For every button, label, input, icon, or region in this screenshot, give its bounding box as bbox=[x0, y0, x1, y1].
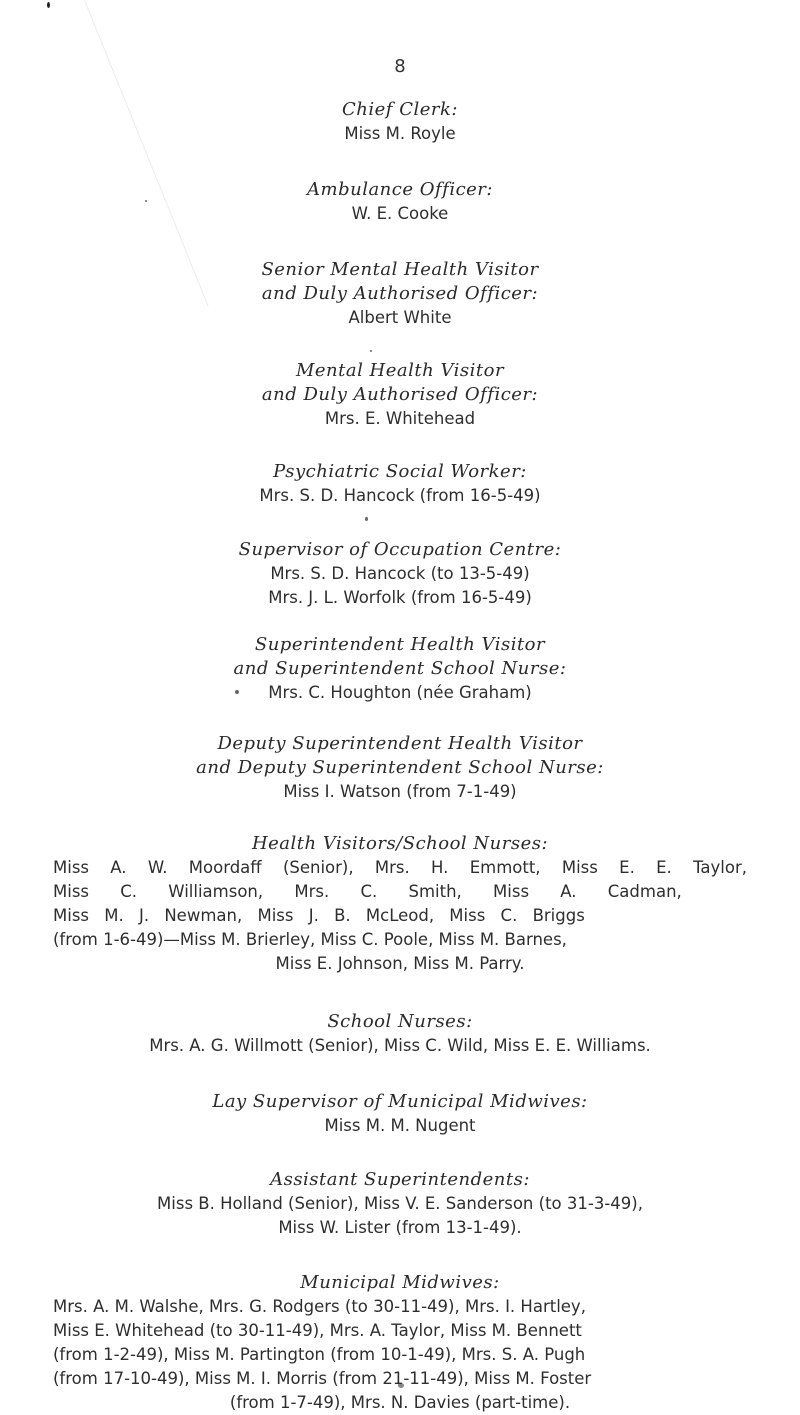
section-heading: Psychiatric Social Worker: bbox=[273, 461, 527, 482]
section-supervisor-occupation-centre bbox=[55, 538, 745, 610]
section-municipal-midwives bbox=[53, 1271, 747, 1415]
staff-name: Mrs. S. D. Hancock (to 13-5-49) bbox=[270, 564, 530, 583]
paragraph-line: Miss M. J. Newman, Miss J. B. McLeod, Miss C. Briggs bbox=[53, 906, 585, 925]
section-heading: School Nurses: bbox=[327, 1011, 473, 1032]
section-heading-line-2: and Superintendent School Nurse: bbox=[233, 658, 567, 679]
scan-speck bbox=[370, 350, 372, 352]
staff-name: Mrs. E. Whitehead bbox=[324, 409, 476, 428]
paragraph-line: Miss E. Whitehead (to 30-11-49), Mrs. A. Taylor, Miss M. Bennett bbox=[53, 1321, 582, 1340]
section-health-visitors-school-nurses bbox=[53, 832, 747, 976]
section-heading: Ambulance Officer: bbox=[307, 179, 493, 200]
staff-paragraph bbox=[53, 856, 747, 976]
paragraph-line: Miss E. Johnson, Miss M. Parry. bbox=[275, 954, 525, 973]
section-school-nurses bbox=[53, 1010, 747, 1058]
section-heading-line-1: Deputy Superintendent Health Visitor bbox=[217, 733, 583, 754]
paragraph-line: Miss C. Williamson, Mrs. C. Smith, Miss A. Cadman, bbox=[53, 882, 682, 901]
staff-name: Mrs. S. D. Hancock (from 16-5-49) bbox=[259, 486, 541, 505]
paragraph-line: (from 1-7-49), Mrs. N. Davies (part-time). bbox=[229, 1393, 571, 1412]
section-deputy-superintendent bbox=[55, 732, 745, 804]
section-heading: Chief Clerk: bbox=[342, 99, 458, 120]
section-heading-line-1: Mental Health Visitor bbox=[295, 360, 505, 381]
paragraph-line: Miss W. Lister (from 13-1-49). bbox=[278, 1218, 522, 1237]
section-heading-line-2: and Duly Authorised Officer: bbox=[261, 283, 539, 304]
paragraph-line: Mrs. A. G. Willmott (Senior), Miss C. Wild, Miss E. E. Williams. bbox=[149, 1036, 651, 1055]
paragraph-line: Mrs. A. M. Walshe, Mrs. G. Rodgers (to 30-11-49), Mrs. I. Hartley, bbox=[53, 1297, 586, 1316]
section-heading: Health Visitors/School Nurses: bbox=[251, 833, 549, 854]
staff-paragraph bbox=[53, 1192, 747, 1240]
section-heading: Municipal Midwives: bbox=[300, 1272, 500, 1293]
staff-paragraph bbox=[53, 1034, 747, 1058]
section-heading: Assistant Superintendents: bbox=[270, 1169, 530, 1190]
section-superintendent-health-visitor bbox=[55, 633, 745, 705]
section-mental-health-visitor bbox=[55, 359, 745, 431]
section-assistant-superintendents bbox=[53, 1168, 747, 1240]
staff-name: Mrs. J. L. Worfolk (from 16-5-49) bbox=[268, 588, 532, 607]
page-number: 8 bbox=[394, 56, 406, 77]
staff-name: Mrs. C. Houghton (née Graham) bbox=[268, 683, 532, 702]
staff-paragraph bbox=[53, 1295, 747, 1415]
section-senior-mental-health-visitor bbox=[55, 258, 745, 330]
paragraph-line: (from 17-10-49), Miss M. I. Morris (from 21-11-49), Miss M. Foster bbox=[53, 1369, 592, 1388]
section-chief-clerk bbox=[55, 98, 745, 146]
staff-name: Miss M. M. Nugent bbox=[324, 1116, 476, 1135]
section-psychiatric-social-worker bbox=[55, 460, 745, 508]
section-heading-line-1: Senior Mental Health Visitor bbox=[261, 259, 539, 280]
section-heading: Lay Supervisor of Municipal Midwives: bbox=[212, 1091, 588, 1112]
section-heading: Supervisor of Occupation Centre: bbox=[238, 539, 562, 560]
staff-name: Miss I. Watson (from 7-1-49) bbox=[283, 782, 517, 801]
staff-name: W. E. Cooke bbox=[351, 204, 449, 223]
section-heading-line-2: and Deputy Superintendent School Nurse: bbox=[196, 757, 604, 778]
section-heading-line-1: Superintendent Health Visitor bbox=[254, 634, 546, 655]
paragraph-line: (from 1-2-49), Miss M. Partington (from 10-1-49), Mrs. S. A. Pugh bbox=[53, 1345, 586, 1364]
staff-name: Miss M. Royle bbox=[344, 124, 456, 143]
section-lay-supervisor bbox=[55, 1090, 745, 1138]
scan-speck bbox=[365, 517, 368, 521]
staff-name: Albert White bbox=[348, 308, 452, 327]
section-heading-line-2: and Duly Authorised Officer: bbox=[261, 384, 539, 405]
scan-speck bbox=[47, 2, 50, 8]
paragraph-line: Miss A. W. Moordaff (Senior), Mrs. H. Emmott, Miss E. E. Taylor, bbox=[53, 858, 747, 877]
section-ambulance-officer bbox=[55, 178, 745, 226]
paragraph-line: Miss B. Holland (Senior), Miss V. E. Sanderson (to 31-3-49), bbox=[157, 1194, 643, 1213]
paragraph-line: (from 1-6-49)—Miss M. Brierley, Miss C. Poole, Miss M. Barnes, bbox=[53, 930, 567, 949]
